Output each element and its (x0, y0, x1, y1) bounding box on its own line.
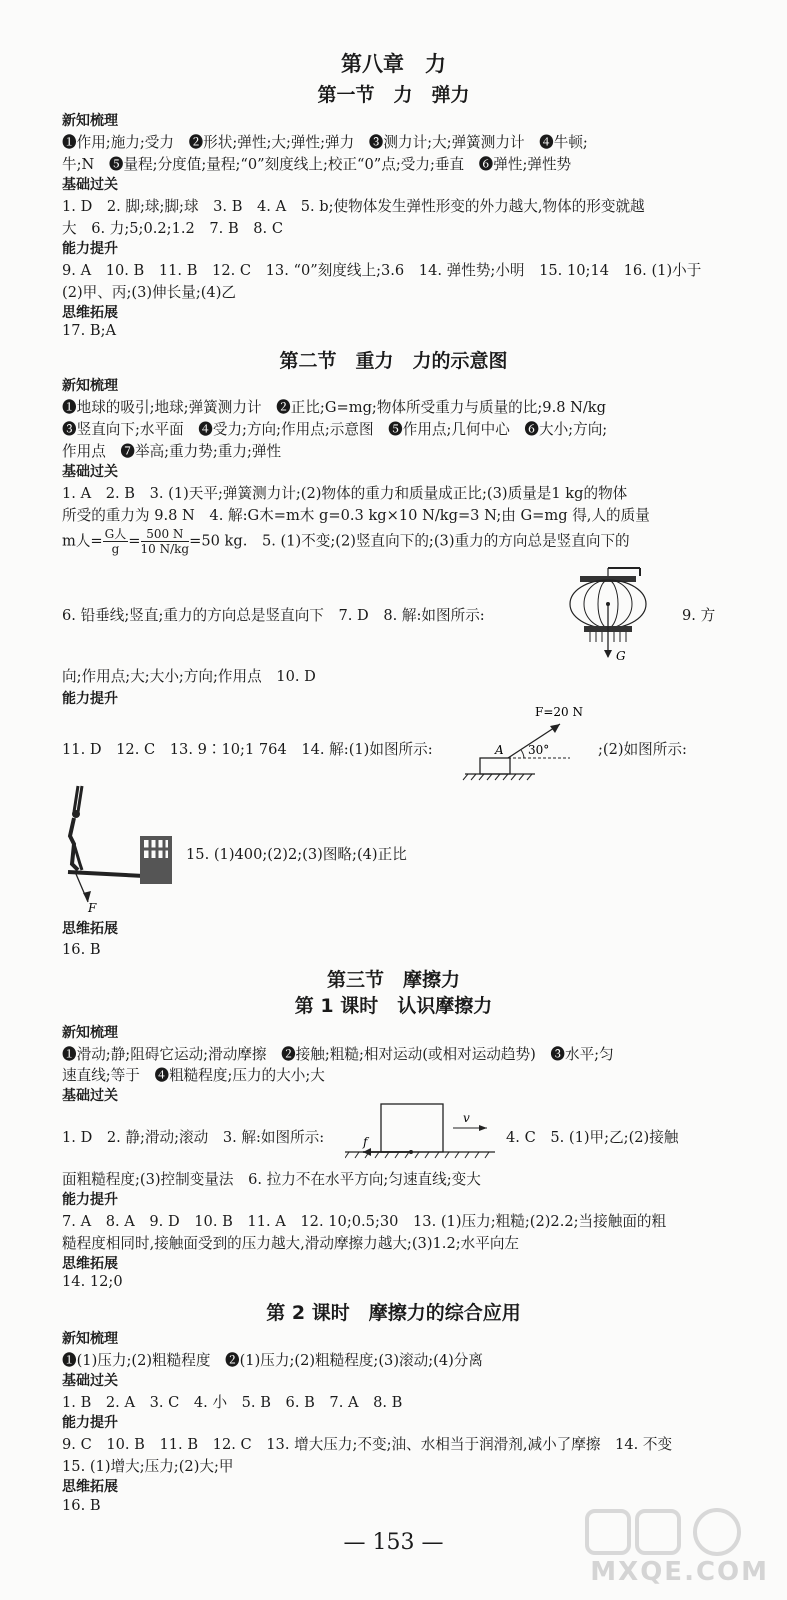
section-label: 基础过关 (62, 1373, 118, 1389)
section-label: 能力提升 (62, 1415, 118, 1431)
formula-line: m人= $\frac{\text{G人}}{g}$ = $\frac{500 N}{10 N/kg}$ =50 kg. 5. (1)不变;(2)竖直向下的;(3)重力的方向总是竖直向下的 (62, 527, 630, 556)
section-label: 思维拓展 (62, 1479, 118, 1495)
answer-line: 面粗糙程度;(3)控制变量法 6. 拉力不在水平方向;匀速直线;变大 (62, 1171, 481, 1188)
answer-line: 向;作用点;大;大小;方向;作用点 10. D (62, 668, 316, 685)
answer-line: 作用点 ❼举高;重力势;重力;弹性 (62, 443, 282, 460)
answer-line: 9. 方 (682, 607, 716, 624)
answer-line: 糙程度相同时,接触面受到的压力越大,滑动摩擦力越大;(3)1.2;水平向左 (62, 1235, 520, 1252)
friction-label: f (363, 1135, 368, 1149)
section-label: 基础过关 (62, 177, 118, 193)
answer-line: ;(2)如图所示: (598, 741, 687, 758)
answer-line: 6. 铅垂线;竖直;重力的方向总是竖直向下 7. D 8. 解:如图所示: (62, 607, 485, 624)
lesson-title: 第 2 课时 摩擦力的综合应用 (266, 1302, 521, 1324)
section-label: 能力提升 (62, 1192, 118, 1208)
answer-line: ❶滑动;静;阻碍它运动;滑动摩擦 ❷接触;粗糙;相对运动(或相对运动趋势) ❸水平;匀 (62, 1046, 614, 1063)
section-label: 新知梳理 (62, 1025, 118, 1041)
section-label: 新知梳理 (62, 113, 118, 129)
answer-line: (2)甲、丙;(3)伸长量;(4)乙 (62, 284, 237, 301)
answer-line: 1. B 2. A 3. C 4. 小 5. B 6. B 7. A 8. B (62, 1394, 403, 1411)
chapter-title: 第八章 力 (341, 52, 446, 76)
section-title: 第二节 重力 力的示意图 (279, 350, 508, 372)
formula-rest: =50 kg. 5. (1)不变;(2)竖直向下的;(3)重力的方向总是竖直向下的 (189, 532, 630, 550)
point-label: A (495, 743, 504, 757)
answer-line: 9. C 10. B 11. B 12. C 13. 增大压力;不变;油、水相当于润滑剂,减小了摩擦 14. 不变 (62, 1436, 673, 1453)
answer-line: 4. C 5. (1)甲;乙;(2)接触 (506, 1129, 679, 1146)
section-label: 新知梳理 (62, 1331, 118, 1347)
answer-line: 9. A 10. B 11. B 12. C 13. “0”刻度线上;3.6 14. 弹性势;小明 15. 10;14 16. (1)小于 (62, 262, 702, 279)
answer-line: 16. B (62, 1497, 101, 1514)
answer-line: 15. (1)增大;压力;(2)大;甲 (62, 1458, 234, 1475)
formula-mass: m人= (62, 532, 103, 550)
answer-line: ❶作用;施力;受力 ❷形状;弹性;大;弹性;弹力 ❸测力计;大;弹簧测力计 ❹牛顿; (62, 134, 588, 151)
page-number: — 153 — (343, 1530, 444, 1555)
answer-line: 1. D 2. 静;滑动;滚动 3. 解:如图所示: (62, 1129, 325, 1146)
springboard-figure (60, 784, 180, 914)
answer-line: 大 6. 力;5;0.2;1.2 7. B 8. C (62, 220, 284, 237)
answer-line: ❶地球的吸引;地球;弹簧测力计 ❷正比;G=mg;物体所受重力与质量的比;9.8 N/kg (62, 399, 606, 416)
answer-line: 牛;N ❺量程;分度值;量程;“0”刻度线上;校正“0”点;受力;垂直 ❻弹性;弹性势 (62, 156, 572, 173)
answer-line: 14. 12;0 (62, 1273, 123, 1290)
force-label: F (88, 901, 97, 914)
section-label: 思维拓展 (62, 1256, 118, 1272)
watermark-text: MXQE.COM (590, 1557, 769, 1587)
answer-line: 1. A 2. B 3. (1)天平;弹簧测力计;(2)物体的重力和质量成正比;(3)质量是1 kg的物体 (62, 485, 628, 502)
answer-line: 11. D 12. C 13. 9∶10;1 764 14. 解:(1)如图所示: (62, 741, 433, 758)
section-label: 思维拓展 (62, 921, 118, 937)
gravity-label: G (616, 649, 626, 662)
answer-line: 15. (1)400;(2)2;(3)图略;(4)正比 (186, 846, 407, 863)
section-title: 第三节 摩擦力 (326, 969, 460, 991)
velocity-label: v (463, 1111, 470, 1125)
answer-line: 速直线;等于 ❹粗糙程度;压力的大小;大 (62, 1067, 325, 1084)
angle-label: 30° (528, 743, 550, 757)
section-label: 新知梳理 (62, 378, 118, 394)
force-diagram (460, 702, 590, 782)
answer-line: 16. B (62, 941, 101, 958)
section-label: 思维拓展 (62, 305, 118, 321)
answer-line: ❶(1)压力;(2)粗糙程度 ❷(1)压力;(2)粗糙程度;(3)滚动;(4)分离 (62, 1352, 483, 1369)
answer-line: 17. B;A (62, 322, 117, 339)
answer-line: 1. D 2. 脚;球;脚;球 3. B 4. A 5. b;使物体发生弹性形变的外力越大,物体的形变就越 (62, 198, 645, 215)
force-label: F=20 N (535, 705, 583, 719)
section-label: 基础过关 (62, 464, 118, 480)
answer-line: 7. A 8. A 9. D 10. B 11. A 12. 10;0.5;30 13. (1)压力;粗糙;(2)2.2;当接触面的粗 (62, 1213, 667, 1230)
fraction: $\frac{\text{G人}}{g}$ (104, 527, 127, 556)
answer-line: 所受的重力为 9.8 N 4. 解:G木=m木 g=0.3 kg×10 N/kg=3 N;由 G=mg 得,人的质量 (62, 507, 650, 524)
fraction: $\frac{500 N}{10 N/kg}$ (140, 527, 190, 556)
section-label: 能力提升 (62, 691, 118, 707)
section-label: 能力提升 (62, 241, 118, 257)
lantern-figure (540, 562, 650, 662)
answer-line: ❸竖直向下;水平面 ❹受力;方向;作用点;示意图 ❺作用点;几何中心 ❻大小;方向; (62, 421, 608, 438)
section-label: 基础过关 (62, 1088, 118, 1104)
section-title: 第一节 力 弹力 (317, 84, 470, 106)
friction-figure (345, 1098, 495, 1164)
lesson-title: 第 1 课时 认识摩擦力 (294, 995, 493, 1017)
